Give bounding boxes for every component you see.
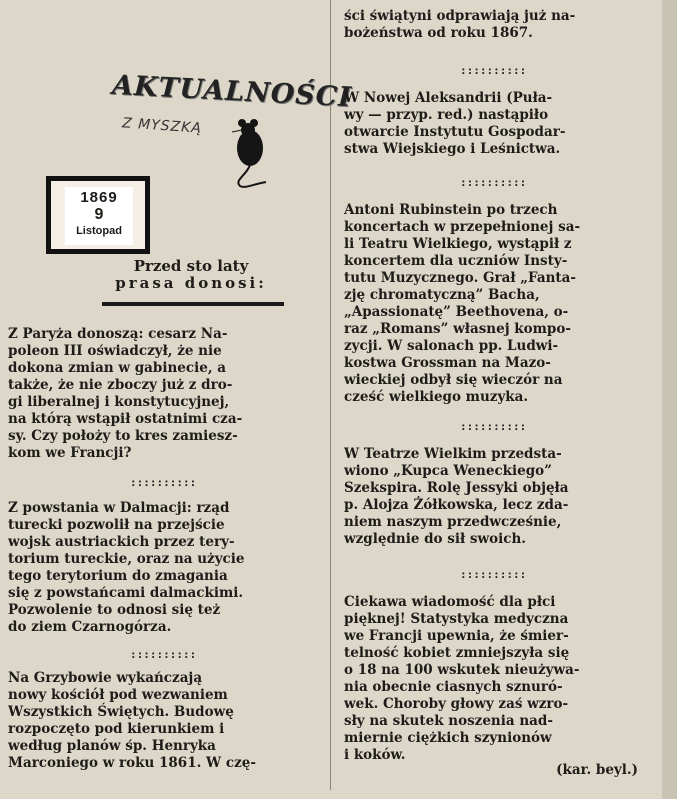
- separator: ::::::::::: [460, 420, 527, 433]
- article-rubinstein: Antoni Rubinstein po trzech koncertach w przepełnionej sa- li Teatru Wielkiego, wystąpił z koncertem dla uczniów Insty- tutu Muzycznego. Grał „Fanta- zję chromatyczną” Bacha, „Apassionatę” Beethovena, o- raz „Romans” własnej kompo- zycji. W salonach pp. Ludwi- kostwa Grossman na Mazo- wieckiej odbył się wieczór na cześć wielkiego muzyka.: [344, 202, 581, 405]
- article-paris: Z Paryża donoszą: cesarz Na- poleon III oświadczył, że nie dokona zmian w gabinecie, a także, że nie zboczy już z dro- gi liberalnej i konstytucyjnej, na którą wstąpił ostatnimi cza- sy. Czy położy to kres zamiesz- kom we Francji?: [8, 326, 243, 461]
- mouse-icon: [226, 110, 278, 190]
- right-column: [338, 0, 660, 799]
- separator: ::::::::::: [460, 64, 527, 77]
- article-dalmatia: Z powstania w Dalmacji: rząd turecki pozwolił na przejście wojsk austriackich przez tery- torium tureckie, oraz na użycie tego terytorium do zmagania się z powstańcami dalmackimi. Pozwolenie to odnosi się też do ziem Czarnogórza.: [8, 500, 245, 635]
- article-grzybow: Na Grzybowie wykańczają nowy kościół pod wezwaniem Wszystkich Świętych. Budowę rozpoczęto pod kierunkiem i według planów śp. Henryka Marconiego w roku 1861. W czę-: [8, 670, 256, 771]
- section-heading: [106, 258, 276, 292]
- article-teatr: W Teatrze Wielkim przedsta- wiono „Kupca Weneckiego” Szekspira. Rolę Jessyki objęła p. Alojza Żółkowska, lecz zda- niem naszym przedwcześnie, względnie do sił swoich.: [344, 446, 569, 547]
- separator: ::::::::::: [130, 476, 197, 489]
- separator: ::::::::::: [460, 568, 527, 581]
- logo-subtitle: Z MYSZKĄ: [121, 115, 203, 137]
- separator: ::::::::::: [460, 176, 527, 189]
- date-box-inner: [65, 187, 133, 245]
- separator: ::::::::::: [130, 648, 197, 661]
- heading-line-1: Przed sto laty: [133, 257, 249, 275]
- date-year: 1869: [80, 189, 118, 206]
- date-box: [46, 176, 150, 254]
- author-signature: (kar. beyl.): [556, 762, 638, 778]
- left-column: [8, 0, 353, 799]
- heading-line-2: prasa donosi:: [115, 274, 267, 292]
- heading-rule: [102, 302, 284, 306]
- logo-title: AKTUALNOŚCI: [111, 69, 353, 114]
- article-pulawy: W Nowej Aleksandrii (Puła- wy — przyp. red.) nastąpiło otwarcie Instytutu Gospodar- stwa Wiejskiego i Leśnictwa.: [344, 90, 566, 157]
- column-divider: [330, 0, 331, 790]
- date-month: Listopad: [76, 225, 122, 237]
- article-grzybow-cont: ści świątyni odprawiają już na- bożeństwa od roku 1867.: [344, 8, 576, 41]
- page-edge: [662, 0, 677, 799]
- article-statystyka: Ciekawa wiadomość dla płci pięknej! Statystyka medyczna we Francji upewnia, że śmier- telność kobiet zmniejszyła się o 18 na 100 wskutek nieużywa- nia obecnie ciasnych sznuró- wek. Choroby głowy zaś wzro- sły na skutek noszenia nad- miernie ciężkich szynionów i koków.: [344, 594, 580, 763]
- date-day: 9: [94, 206, 104, 223]
